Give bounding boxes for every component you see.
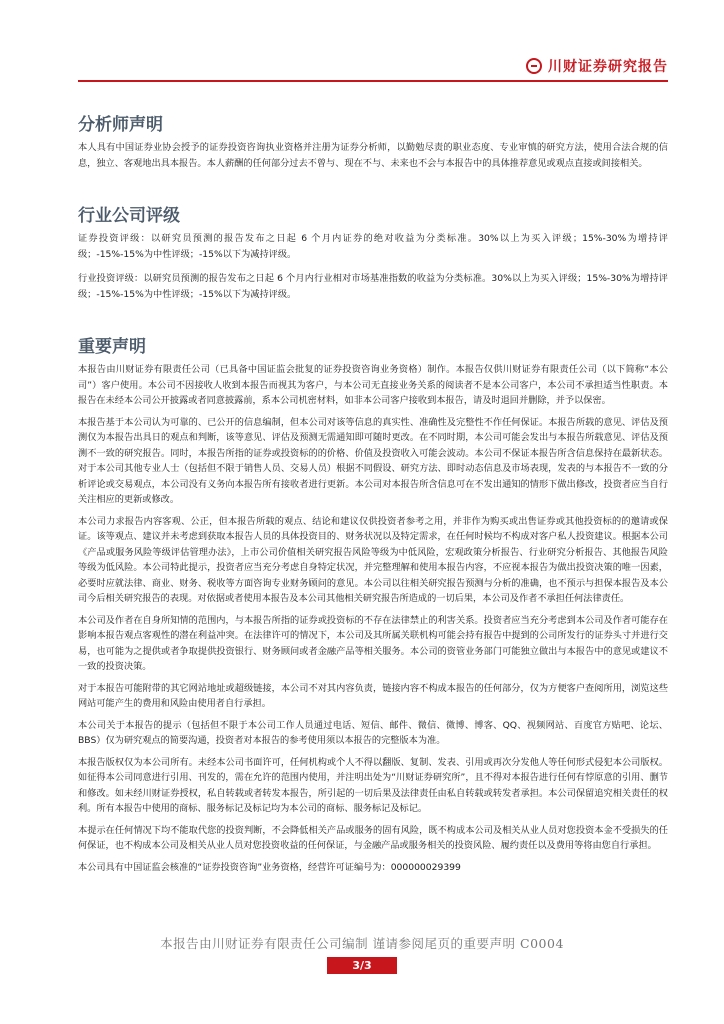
chuancai-logo-icon xyxy=(526,58,542,74)
disclaimer-para-7: 本报告版权仅为本公司所有。未经本公司书面许可，任何机构或个人不得以翻版、复制、发表、引用或再次分发他人等任何形式侵犯本公司版权。如征得本公司同意进行引用、刊发的，需在允许的范围内使用，并注明出处为“川财证券研究所”，且不得对本报告进行任何有悖原意的引用、删节和修改。如未经川财证券授权，私自转载或者转发本报告，所引起的一切后果及法律责任由私自转载或转发者承担。本公司保留追究相关责任的权利。所有本报告中使用的商标、服务标记及标记均为本公司的商标、服务标记及标记。 xyxy=(78,756,668,814)
disclaimer-para-3: 本公司力求报告内容客观、公正，但本报告所载的观点、结论和建议仅供投资者参考之用，并非作为购买或出售证券或其他投资标的的邀请或保证。该等观点、建议并未考虑到获取本报告人员的具体投资目的、财务状况以及特定需求，在任何时候均不构成对客户私人投资建议。根据本公司《产品或服务风险等级评估管理办法》，上市公司价值相关研究报告风险等级为中低风险，宏观政策分析报告、行业研究分析报告、其他报告风险等级为低风险。本公司特此提示，投资者应当充分考虑自身特定状况，并完整理解和使用本报告内容，不应视本报告为做出投资决策的唯一因素，必要时应就法律、商业、财务、税收等方面咨询专业财务顾问的意见。本公司以往相关研究报告预测与分析的准确，也不预示与担保本报告及本公司今后相关研究报告的表现。对依据或者使用本报告及本公司其他相关研究报告所造成的一切后果，本公司及作者不承担任何法律责任。 xyxy=(78,515,668,604)
footer-note: 本报告由川财证券有限责任公司编制 谨请参阅尾页的重要声明 C0004 xyxy=(160,936,564,951)
report-body xyxy=(78,110,668,875)
analyst-statement-heading: 分析师声明 xyxy=(78,115,163,135)
industry-rating-text: 行业投资评级：以研究员预测的报告发布之日起 6 个月内行业相对市场基准指数的收益为分类标准。30%以上为买入评级；15%-30%为增持评级；-15%-15%为中性评级；-15%以下为减持评级。 xyxy=(78,273,668,300)
disclaimer-para-6: 本公司关于本报告的提示（包括但不限于本公司工作人员通过电话、短信、邮件、微信、微博、博客、QQ、视频网站、百度官方贴吧、论坛、BBS）仅为研究观点的简要沟通，投资者对本报告的参考使用须以本报告的完整版本为准。 xyxy=(78,719,668,746)
disclaimer-para-4: 本公司及作者在自身所知情的范围内，与本报告所指的证券或投资标的不存在法律禁止的利害关系。投资者应当充分考虑到本公司及作者可能存在影响本报告观点客观性的潜在利益冲突。在法律许可的情况下，本公司及其所属关联机构可能会持有报告中提到的公司所发行的证券头寸并进行交易，也可能为之提供或者争取提供投资银行、财务顾问或者金融产品等相关服务。本公司的资管业务部门可能独立做出与本报告中的意见或建议不一致的投资决策。 xyxy=(78,614,668,672)
disclaimer-para-2: 本报告基于本公司认为可靠的、已公开的信息编制，但本公司对该等信息的真实性、准确性及完整性不作任何保证。本报告所载的意见、评估及预测仅为本报告出具日的观点和判断，该等意见、评估及预测无需通知即可随时更改。在不同时期，本公司可能会发出与本报告所载意见、评估及预测不一致的研究报告。同时，本报告所指的证券或投资标的的价格、价值及投资收入可能会波动。本公司不保证本报告所含信息保持在最新状态。对于本公司其他专业人士（包括但不限于销售人员、交易人员）根据不同假设、研究方法、即时动态信息及市场表现，发表的与本报告不一致的分析评论或交易观点，本公司没有义务向本报告所有接收者进行更新。本公司对本报告所含信息可在不发出通知的情形下做出修改，投资者应当自行关注相应的更新或修改。 xyxy=(78,416,668,505)
license-number-text: 本公司具有中国证监会核准的“证券投资咨询”业务资格，经营许可证编号为：000000029399 xyxy=(78,861,461,873)
disclaimer-para-5: 对于本报告可能附带的其它网站地址或超级链接，本公司不对其内容负责，链接内容不构成本报告的任何部分，仅为方便客户查阅所用，浏览这些网站可能产生的费用和风险由使用者自行承担。 xyxy=(78,682,668,709)
disclaimer-para-1: 本报告由川财证券有限责任公司（已具备中国证监会批复的证券投资咨询业务资格）制作。本报告仅供川财证券有限责任公司（以下简称“本公司”）客户使用。本公司不因接收人收到本报告而视其为客户，与本公司无直接业务关系的阅读者不是本公司客户，本公司不承担适当性职责。本报告在未经本公司公开披露或者同意披露前，系本公司机密材料，如非本公司客户接收到本报告，请及时退回并删除，并予以保密。 xyxy=(78,364,668,406)
analyst-statement-text: 本人具有中国证券业协会授予的证券投资咨询执业资格并注册为证券分析师，以勤勉尽责的职业态度、专业审慎的研究方法，使用合法合规的信息，独立、客观地出具本报告。本人薪酬的任何部分过去不曾与、现在不与、未来也不会与本报告中的具体推荐意见或观点直接或间接相关。 xyxy=(78,142,668,169)
stock-rating-text: 证券投资评级：以研究员预测的报告发布之日起 6 个月内证券的绝对收益为分类标准。30%以上为买入评级；15%-30%为增持评级；-15%-15%为中性评级；-15%以下为减持评级。 xyxy=(78,233,668,260)
brand xyxy=(526,56,668,76)
page-number: 3/3 xyxy=(327,957,397,974)
disclaimer-heading: 重要声明 xyxy=(78,337,146,357)
page-header xyxy=(78,54,668,82)
brand-title: 川财证券研究报告 xyxy=(548,59,668,75)
disclaimer-para-8: 本提示在任何情况下均不能取代您的投资判断，不会降低相关产品或服务的固有风险，既不构成本公司及相关从业人员对您投资本金不受损失的任何保证，也不构成本公司及相关从业人员对您投资收益的任何保证，与金融产品或服务相关的投资风险、履约责任以及费用等将由您自行承担。 xyxy=(78,824,668,851)
rating-heading: 行业公司评级 xyxy=(78,206,180,226)
